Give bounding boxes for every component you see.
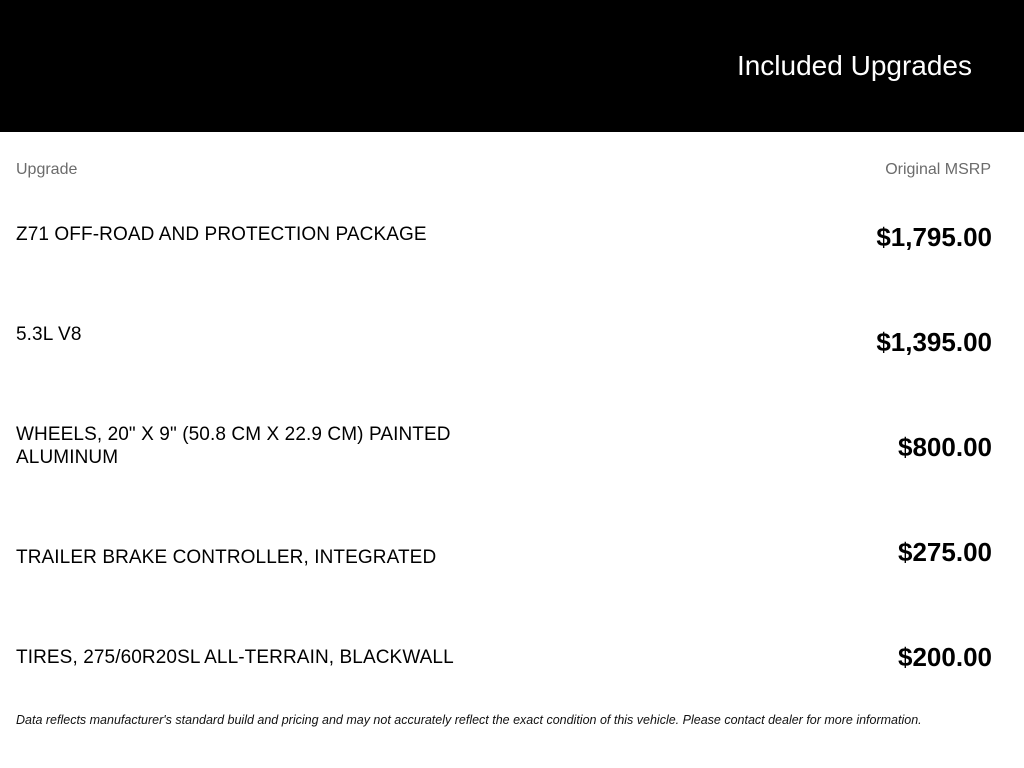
- page-title: Included Upgrades: [736, 50, 972, 81]
- upgrade-price: $275.00: [898, 537, 992, 567]
- column-header-upgrade: Upgrade: [16, 161, 78, 178]
- header-bar: [0, 0, 1024, 132]
- upgrade-name: TIRES, 275/60R20SL ALL-TERRAIN, BLACKWALL: [16, 647, 454, 668]
- upgrade-name: Z71 OFF-ROAD AND PROTECTION PACKAGE: [16, 224, 427, 245]
- upgrade-price: $1,395.00: [876, 327, 992, 357]
- column-header-msrp: Original MSRP: [885, 161, 991, 178]
- disclaimer-text: Data reflects manufacturer's standard build and pricing and may not accurately reflect the exact condition of this vehicle. Please contact dealer for more information.: [16, 713, 922, 727]
- upgrade-price: $1,795.00: [876, 222, 992, 252]
- upgrade-price: $200.00: [898, 642, 992, 672]
- upgrade-name: 5.3L V8: [16, 324, 82, 345]
- upgrade-name: TRAILER BRAKE CONTROLLER, INTEGRATED: [16, 547, 437, 568]
- upgrade-name: WHEELS, 20" X 9" (50.8 CM X 22.9 CM) PAINTED ALUMINUM: [16, 424, 451, 468]
- upgrade-price: $800.00: [898, 432, 992, 462]
